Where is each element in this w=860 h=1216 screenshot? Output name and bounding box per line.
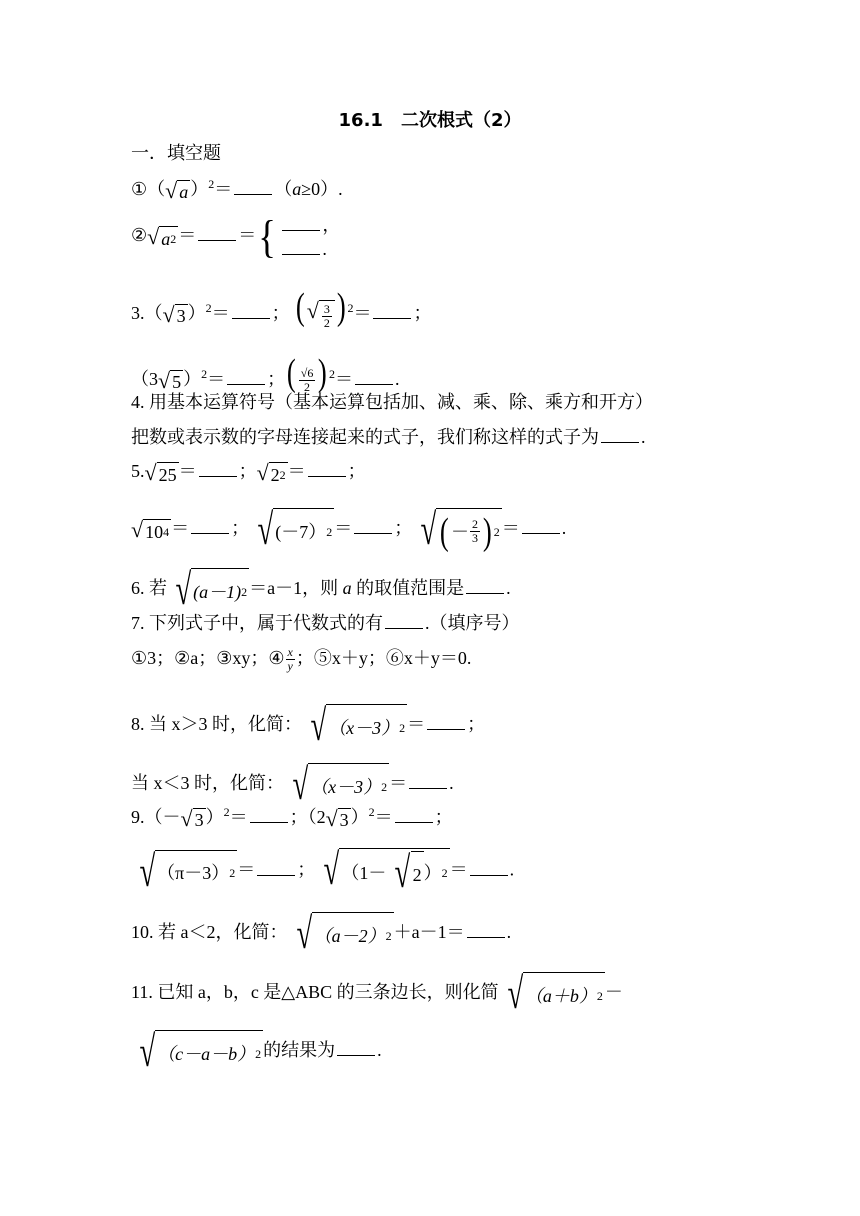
answer-blank[interactable] [373, 304, 411, 319]
question-4-line-2: 把数或表示数的字母连接起来的式子，我们称这样的式子为 . [131, 427, 646, 447]
question-9-line-2: √ （π－3） 2 ＝ ； √ （1－ √ 2 ） 2 ＝ . [131, 848, 514, 895]
question-1: ①（ √ a ）$^2$＝ （a≥0）. [131, 177, 343, 203]
answer-blank[interactable] [337, 1041, 375, 1056]
answer-blank[interactable] [466, 579, 504, 594]
answer-blank[interactable] [385, 614, 423, 629]
sqrt-symbol: √ 2 2 [256, 460, 286, 485]
question-7-line-2: ①3；②a；③xy；④ $\frac{x}{y}$ ；⑤x＋y；⑥x＋y＝0. [131, 645, 472, 674]
answer-blank[interactable] [354, 519, 392, 534]
sqrt-symbol: √ 10 4 [131, 517, 170, 542]
sqrt-symbol: √ （x－3） 2 [310, 701, 406, 750]
sqrt-symbol: √ $\frac{3}{2}$ [307, 300, 335, 330]
answer-blank[interactable] [227, 370, 265, 385]
question-3-line-2: （3 √ 5 ）$^2$＝ ；( $\frac{√6}{2}$ ) $^2$＝ . [131, 352, 400, 395]
piecewise-brace: { ， . [258, 211, 341, 262]
answer-blank[interactable] [198, 226, 236, 241]
question-5-line-1: 5. √ 25 ＝ ； √ 2 2 ＝ ； [131, 460, 366, 485]
sqrt-symbol: √ 3 [325, 805, 349, 831]
sqrt-symbol: √ ( － $\frac{2}{3}$ ) 2 [420, 505, 500, 554]
question-5-line-2: √ 10 4 ＝ ； √ (－7） 2 ＝ ； √ ( － $\frac{2}{3}$ ) 2 ＝ . [131, 505, 567, 554]
answer-blank[interactable] [282, 216, 320, 231]
question-8-line-1: 8. 当 x＞3 时，化简： √ （x－3） 2 ＝ ； [131, 701, 486, 750]
answer-blank[interactable] [355, 370, 393, 385]
answer-blank[interactable] [282, 240, 320, 255]
question-2: ② √ a 2 ＝ ＝ { ， . [131, 211, 341, 262]
sqrt-symbol: √ （x－3） 2 [292, 760, 388, 809]
question-11-line-2: √ （c－a－b） 2 的结果为 . [131, 1030, 382, 1074]
sqrt-symbol: √ 25 [144, 460, 177, 485]
sqrt-symbol: √ a [165, 177, 189, 203]
answer-blank[interactable] [250, 808, 288, 823]
sqrt-symbol: √ 3 [180, 805, 204, 831]
section-heading: 一．填空题 [131, 143, 221, 163]
sqrt-symbol: √ （π－3） 2 [139, 846, 236, 896]
answer-blank[interactable] [601, 428, 639, 443]
sqrt-symbol: √ 2 [394, 848, 422, 897]
answer-blank[interactable] [470, 861, 508, 876]
answer-blank[interactable] [522, 519, 560, 534]
answer-blank[interactable] [409, 774, 447, 789]
answer-blank[interactable] [199, 462, 237, 477]
answer-blank[interactable] [308, 462, 346, 477]
answer-blank[interactable] [257, 861, 295, 876]
answer-blank[interactable] [427, 715, 465, 730]
answer-blank[interactable] [234, 180, 272, 195]
sqrt-symbol: √ 3 [162, 301, 186, 327]
question-9-line-1: 9.（－ √ 3 ）$^2$＝ ；（2 √ 3 ）$^2$＝ ； [131, 805, 453, 831]
fraction: $\frac{2}{3}$ [472, 516, 479, 545]
sqrt-symbol: √ （a－2） 2 [295, 909, 392, 958]
sqrt-symbol: √ （c－a－b） 2 [139, 1027, 262, 1076]
sqrt-symbol: √ (a－1) 2 [175, 565, 248, 614]
sqrt-symbol: √ 5 [158, 367, 182, 393]
question-11-line-1: 11. 已知 a，b，c 是△ABC 的三条边长，则化简 √ （a＋b） 2 － [131, 969, 623, 1018]
sqrt-symbol: √ （1－ √ 2 ） 2 [323, 845, 448, 897]
answer-blank[interactable] [232, 304, 270, 319]
sqrt-symbol: √ （a＋b） 2 [507, 969, 603, 1018]
answer-blank[interactable] [395, 808, 433, 823]
question-7-line-1: 7. 下列式子中，属于代数式的有 .（填序号） [131, 613, 520, 633]
question-10: 10. 若 a＜2，化简： √ （a－2） 2 ＋a－1＝ . [131, 909, 512, 958]
question-4-line-1: 4. 用基本运算符号（基本运算包括加、减、乘、除、乘方和开方） [131, 392, 653, 412]
page-title: 16.1 二次根式（2） [338, 110, 522, 131]
question-6: 6. 若 √ (a－1) 2 ＝a－1，则 a 的取值范围是 . [131, 565, 511, 614]
fraction: $\frac{3}{2}$ [323, 301, 330, 330]
sqrt-symbol: √ a 2 [147, 224, 177, 249]
fraction: $\frac{√6}{2}$ [300, 366, 314, 395]
fraction: $\frac{x}{y}$ [287, 645, 293, 674]
question-8-line-2: 当 x＜3 时，化简： √ （x－3） 2 ＝ . [131, 760, 454, 809]
answer-blank[interactable] [191, 519, 229, 534]
answer-blank[interactable] [467, 923, 505, 938]
question-3-line-1: 3.（ √ 3 ）$^2$＝ ； ( √ $\frac{3}{2}$ ) $^2$＝ ； [131, 286, 432, 330]
sqrt-symbol: √ (－7） 2 [257, 505, 333, 554]
